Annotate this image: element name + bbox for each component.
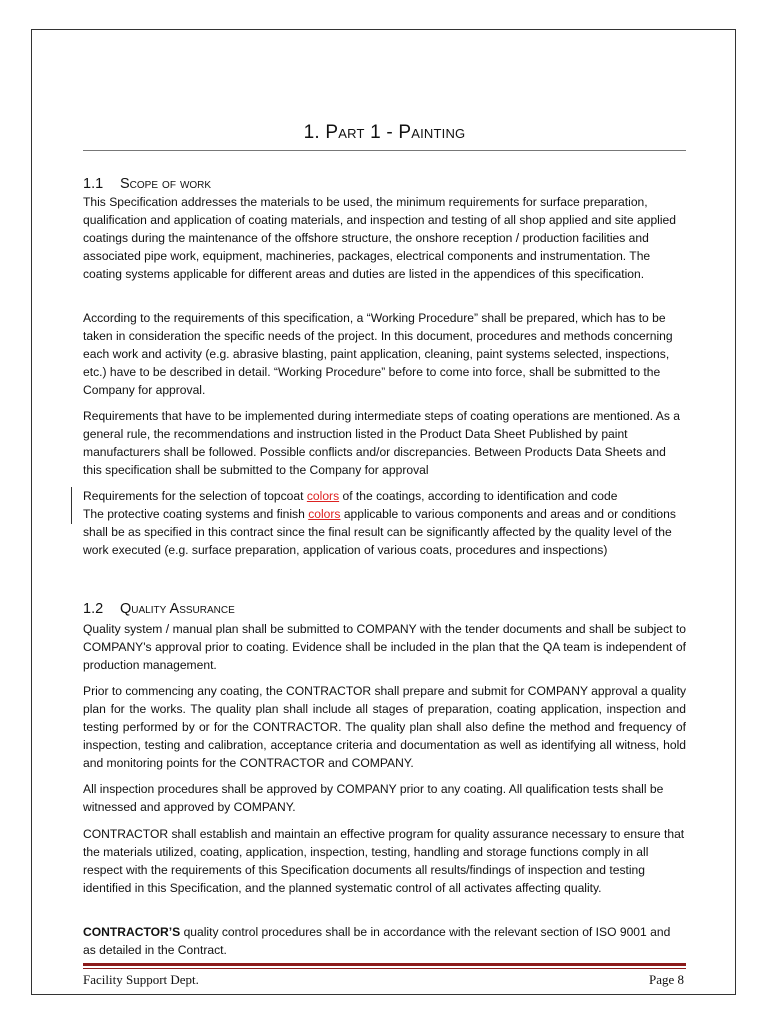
text-run: applicable to various components and areas and or conditions shall be as specified in this contract since the final result can be significantly affected by the quality level of the work executed (e.g. surface preparation, application of various coats, procedures and inspections) [83, 507, 676, 557]
paragraph-iso [83, 923, 686, 959]
paragraph: Prior to commencing any coating, the CONTRACTOR shall prepare and submit for COMPANY approval a quality plan for the works. The quality plan shall include all stages of preparation, coating application, inspection and testing performed by or for the CONTRACTOR. The quality plan shall also define the method and frequency of inspection, testing and calibration, acceptance criteria and documentation as well as identifying all witness, hold and monitoring points for the CONTRACTOR and COMPANY. [83, 684, 686, 770]
subsection-heading-qa [83, 601, 235, 617]
text-run: quality control procedures shall be in accordance with the relevant section of ISO 9001 and as detailed in the Contract. [83, 925, 671, 957]
spellcheck-word: colors [308, 507, 341, 521]
subsection-number: 1.2 [83, 601, 104, 617]
spellcheck-word: colors [306, 489, 340, 503]
footer-page-number: Page 8 [648, 972, 684, 987]
paragraph: Quality system / manual plan shall be submitted to COMPANY with the tender documents and shall be subject to COMPANY's approval prior to coating. Evidence shall be included in the plan that the QA team is independent of production management. [83, 622, 686, 672]
section-number: 1. [303, 122, 320, 143]
section-title: Part 1 - Painting [325, 122, 466, 143]
footer-rule-thin [83, 968, 686, 969]
paragraph: According to the requirements of this specification, a “Working Procedure” shall be prepared, which has to be taken in consideration the specific needs of the project. In this document, procedures and methods concerning each work and activity (e.g. abrasive blasting, paint application, cleaning, paint systems selected, inspections, etc.) have to be described in detail. “Working Procedure” before to come into force, shall be submitted to the Company for approval. [83, 311, 673, 397]
paragraph: CONTRACTOR shall establish and maintain an effective program for quality assurance necessary to ensure that the materials utilized, coating, application, inspection, testing, handling and storage functions comply in all respect with the requirements of this Specification documents all results/findings of inspection and testing identified in this Specification, and the planned systematic control of all activates affecting quality. [83, 827, 685, 895]
text-run: Requirements for the selection of topcoat [83, 489, 307, 503]
footer-department: Facility Support Dept. [83, 972, 199, 987]
subsection-title: Quality Assurance [120, 601, 235, 617]
paragraph: This Specification addresses the materials to be used, the minimum requirements for surface preparation, qualification and application of coating materials, and inspection and testing of all shop applied and site applied coatings during the maintenance of the offshore structure, the onshore reception / production facilities and associated pipe work, equipment, machineries, packages, electrical components and instrumentation. The coating systems applicable for different areas and duties are listed in the appendices of this specification. [83, 195, 676, 281]
text-run: of the coatings, according to identification and code [339, 489, 618, 503]
bold-term: CONTRACTOR’S [83, 925, 181, 939]
section-heading [83, 122, 686, 144]
paragraph: Requirements that have to be implemented during intermediate steps of coating operations are mentioned. As a general rule, the recommendations and instruction listed in the Product Data Sheet Published by paint manufacturers shall be followed. Possible conflicts and/or discrepancies. Between Products Data Sheets and this specification shall be submitted to the Company for approval [83, 409, 680, 477]
subsection-number: 1.1 [83, 176, 104, 192]
subsection-heading-scope [83, 176, 211, 192]
text-run: The protective coating systems and finish [83, 507, 309, 521]
paragraph-colors [83, 487, 686, 559]
revision-change-bar [71, 487, 72, 524]
subsection-title: Scope of work [120, 176, 212, 192]
heading-underline [83, 150, 686, 151]
paragraph: All inspection procedures shall be approved by COMPANY prior to any coating. All qualification tests shall be witnessed and approved by COMPANY. [83, 782, 664, 814]
footer-rule-thick [83, 963, 686, 966]
